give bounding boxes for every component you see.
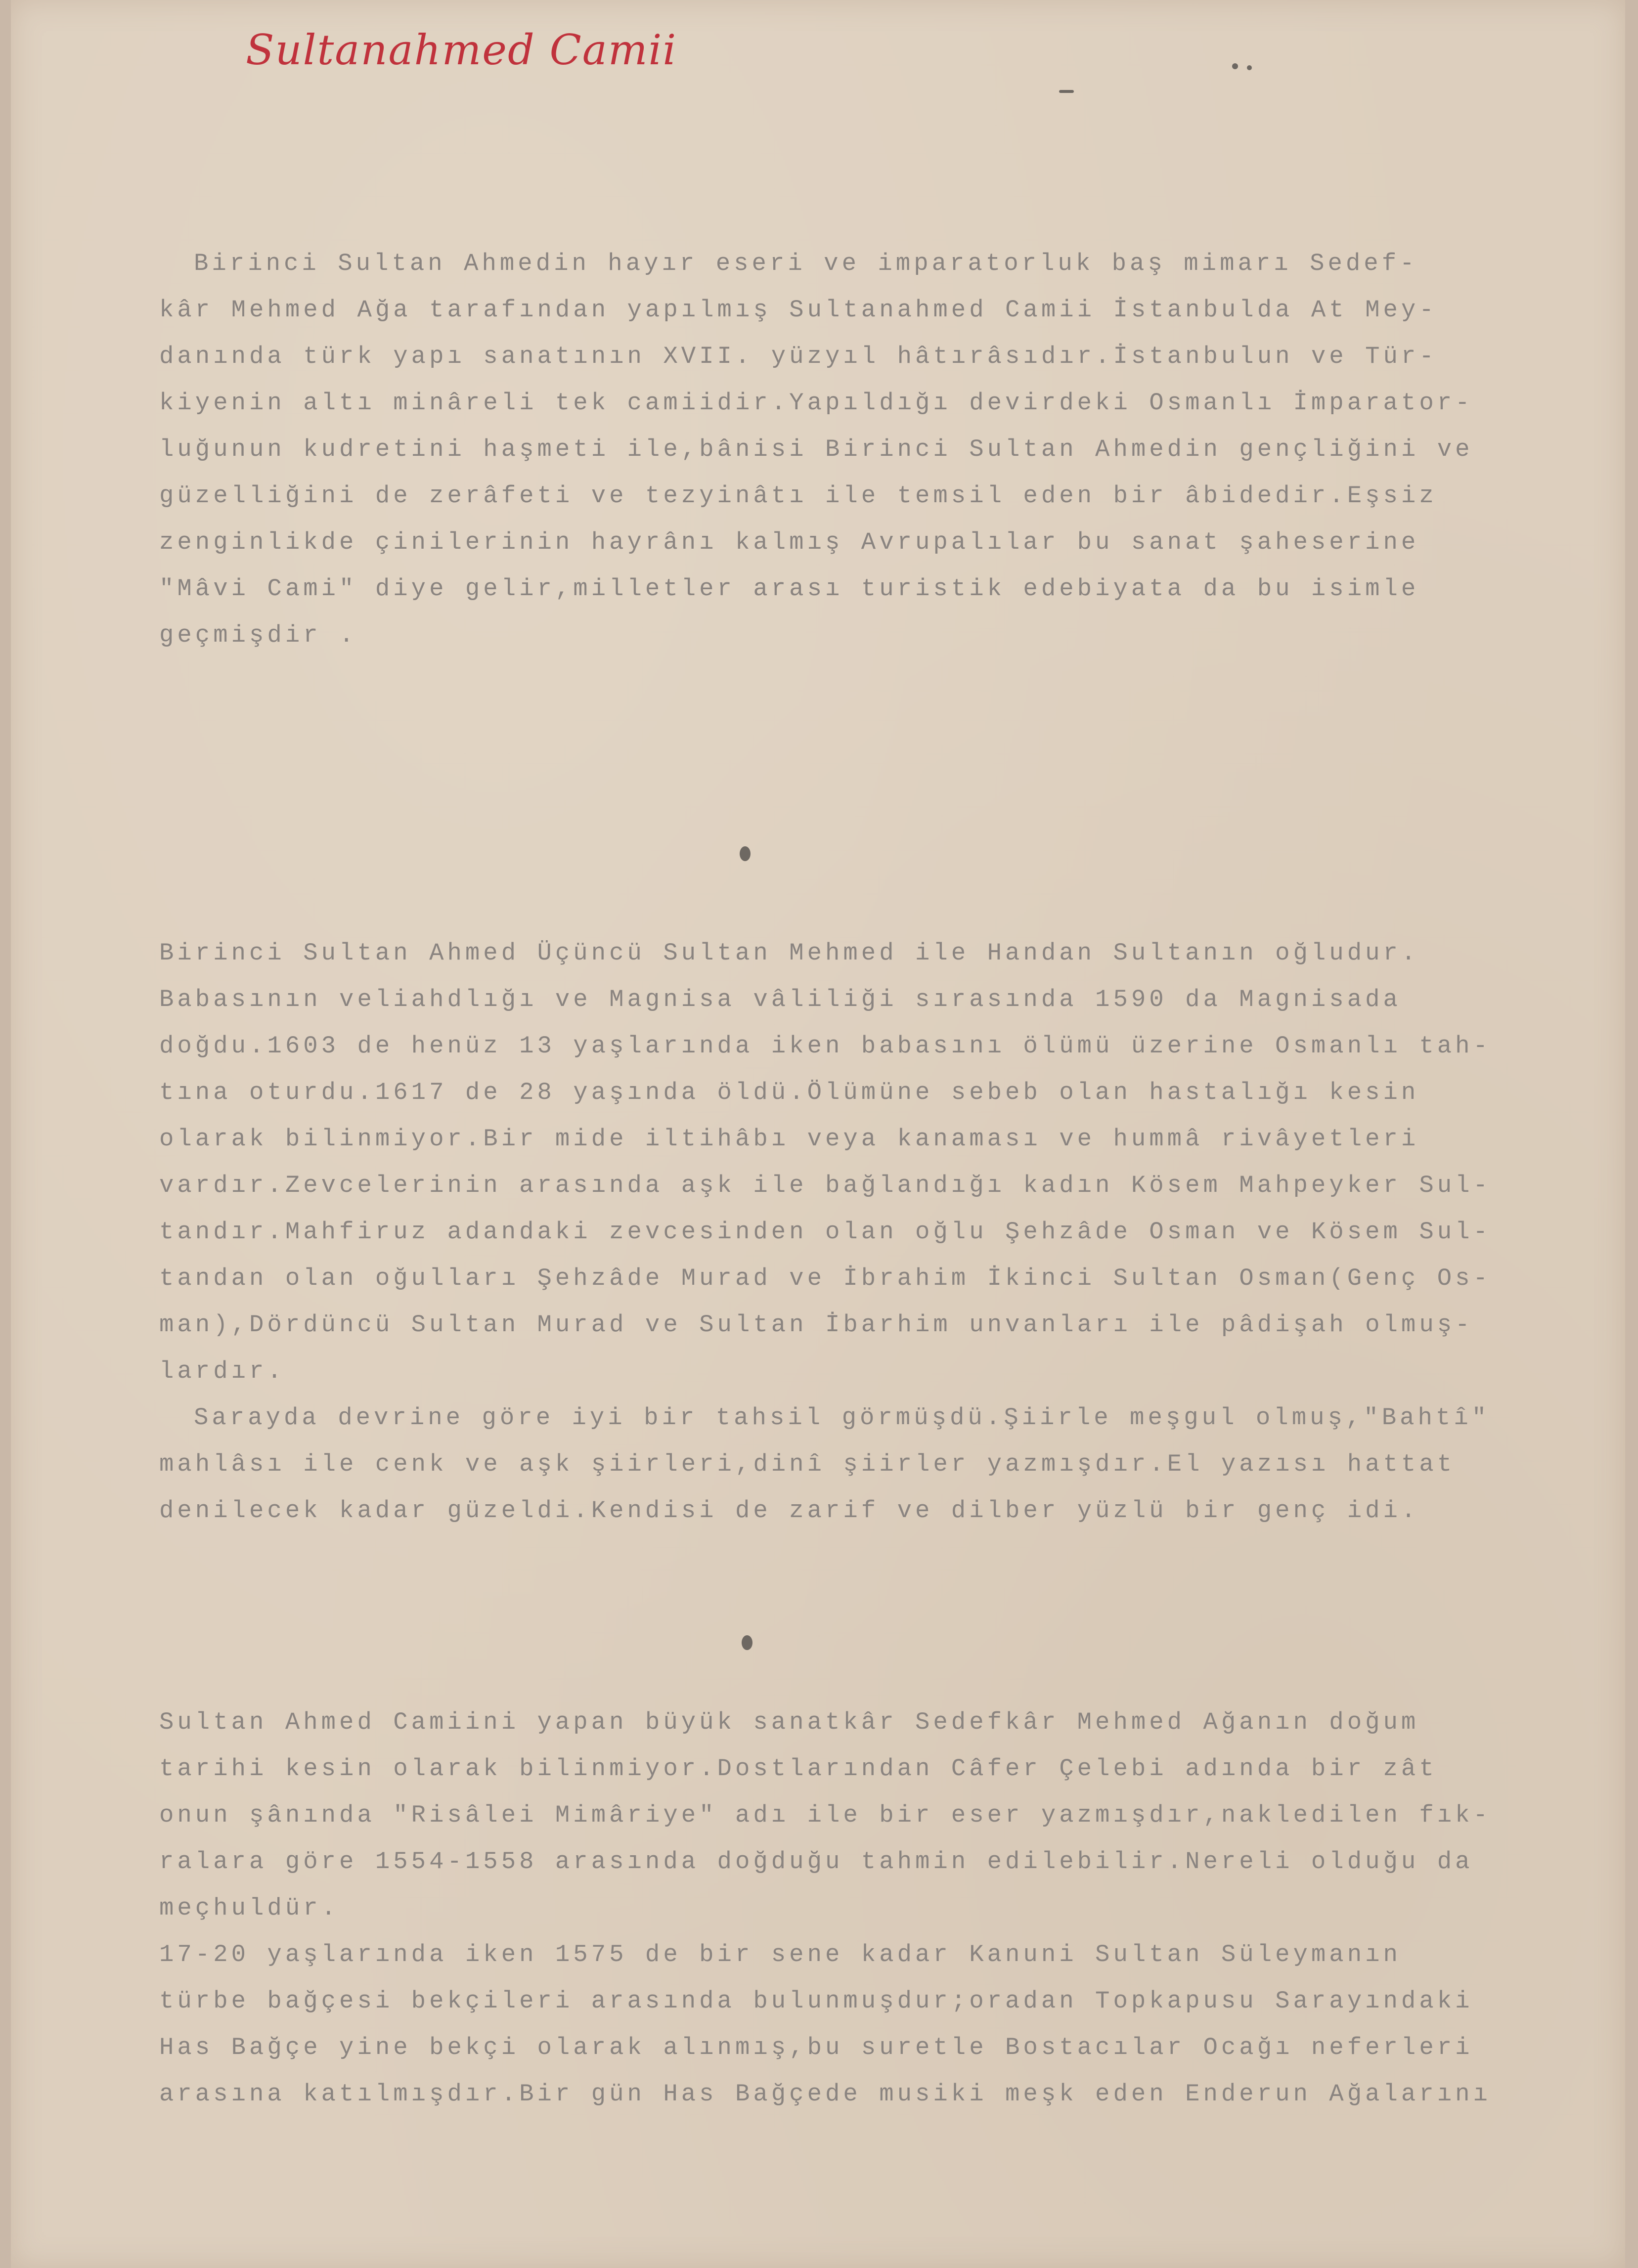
handwritten-annotation: Sultanahmed Camii bbox=[246, 26, 677, 74]
section-divider-dot bbox=[742, 1635, 753, 1650]
section-divider-dot bbox=[740, 846, 751, 861]
paragraph-line: ralara göre 1554-1558 arasında doğduğu tahmin edilebilir.Nereli olduğu da bbox=[159, 1848, 1473, 1875]
paragraph-line: denilecek kadar güzeldi.Kendisi de zarif ve dilber yüzlü bir genç idi. bbox=[159, 1497, 1419, 1525]
paragraph-line: 17-20 yaşlarında iken 1575 de bir sene kadar Kanuni Sultan Süleymanın bbox=[159, 1941, 1401, 1968]
paragraph-line: Birinci Sultan Ahmed Üçüncü Sultan Mehmed ile Handan Sultanın oğludur. bbox=[159, 939, 1419, 967]
paragraph-line: arasına katılmışdır.Bir gün Has Bağçede musiki meşk eden Enderun Ağalarını bbox=[159, 2080, 1491, 2108]
paragraph-line: zenginlikde çinilerinin hayrânı kalmış Avrupalılar bu sanat şaheserine bbox=[159, 528, 1419, 556]
paragraph-line: Sultan Ahmed Camiini yapan büyük sanatkâr Sedefkâr Mehmed Ağanın doğum bbox=[159, 1708, 1419, 1736]
paragraph-line: Has Bağçe yine bekçi olarak alınmış,bu suretle Bostacılar Ocağı neferleri bbox=[159, 2034, 1473, 2061]
paragraph-line: onun şânında "Risâlei Mimâriye" adı ile bir eser yazmışdır,nakledilen fık- bbox=[159, 1801, 1491, 1829]
paragraph-line: vardır.Zevcelerinin arasında aşk ile bağlandığı kadın Kösem Mahpeyker Sul- bbox=[159, 1172, 1491, 1199]
document-page bbox=[11, 0, 1625, 2268]
paragraph-line: mahlâsı ile cenk ve aşk şiirleri,dinî şiirler yazmışdır.El yazısı hattat bbox=[159, 1450, 1456, 1478]
paragraph-line: man),Dördüncü Sultan Murad ve Sultan İbarhim unvanları ile pâdişah olmuş- bbox=[159, 1311, 1473, 1339]
paragraph-line: kâr Mehmed Ağa tarafından yapılmış Sultanahmed Camii İstanbulda At Mey- bbox=[159, 296, 1437, 324]
paragraph-line: doğdu.1603 de henüz 13 yaşlarında iken babasını ölümü üzerine Osmanlı tah- bbox=[159, 1032, 1491, 1060]
paragraph-line: meçhuldür. bbox=[159, 1894, 340, 1922]
paragraph-line: Birinci Sultan Ahmedin hayır eseri ve imparatorluk baş mimarı Sedef- bbox=[194, 250, 1418, 277]
paragraph-line: tandan olan oğulları Şehzâde Murad ve İbrahim İkinci Sultan Osman(Genç Os- bbox=[159, 1265, 1491, 1292]
paragraph-line: danında türk yapı sanatının XVII. yüzyıl hâtırâsıdır.İstanbulun ve Tür- bbox=[159, 343, 1437, 370]
paragraph-line: tandır.Mahfiruz adandaki zevcesinden olan oğlu Şehzâde Osman ve Kösem Sul- bbox=[159, 1218, 1491, 1246]
paragraph-line: tarihi kesin olarak bilinmiyor.Dostlarından Câfer Çelebi adında bir zât bbox=[159, 1755, 1437, 1783]
paragraph-line: güzelliğini de zerâfeti ve tezyinâtı ile temsil eden bir âbidedir.Eşsiz bbox=[159, 482, 1437, 510]
ink-dash-mark bbox=[1059, 90, 1074, 93]
paragraph-line: olarak bilinmiyor.Bir mide iltihâbı veya kanaması ve hummâ rivâyetleri bbox=[159, 1125, 1419, 1153]
paragraph-line: lardır. bbox=[159, 1357, 285, 1385]
paragraph-line: geçmişdir . bbox=[159, 621, 357, 649]
paragraph-line: türbe bağçesi bekçileri arasında bulunmuşdur;oradan Topkapusu Sarayındaki bbox=[159, 1987, 1473, 2015]
paragraph-line: luğunun kudretini haşmeti ile,bânisi Birinci Sultan Ahmedin gençliğini ve bbox=[159, 436, 1473, 463]
paragraph-line: Sarayda devrine göre iyi bir tahsil görmüşdü.Şiirle meşgul olmuş,"Bahtî" bbox=[194, 1404, 1490, 1432]
paragraph-line: Babasının veliahdlığı ve Magnisa vâliliği sırasında 1590 da Magnisada bbox=[159, 986, 1401, 1013]
ink-speck-mark bbox=[1232, 63, 1238, 69]
paragraph-line: tına oturdu.1617 de 28 yaşında öldü.Ölümüne sebeb olan hastalığı kesin bbox=[159, 1079, 1419, 1106]
ink-speck-mark bbox=[1247, 65, 1252, 70]
paragraph-line: kiyenin altı minâreli tek camiidir.Yapıldığı devirdeki Osmanlı İmparator- bbox=[159, 389, 1473, 417]
paragraph-line: "Mâvi Cami" diye gelir,milletler arası turistik edebiyata da bu isimle bbox=[159, 575, 1419, 603]
